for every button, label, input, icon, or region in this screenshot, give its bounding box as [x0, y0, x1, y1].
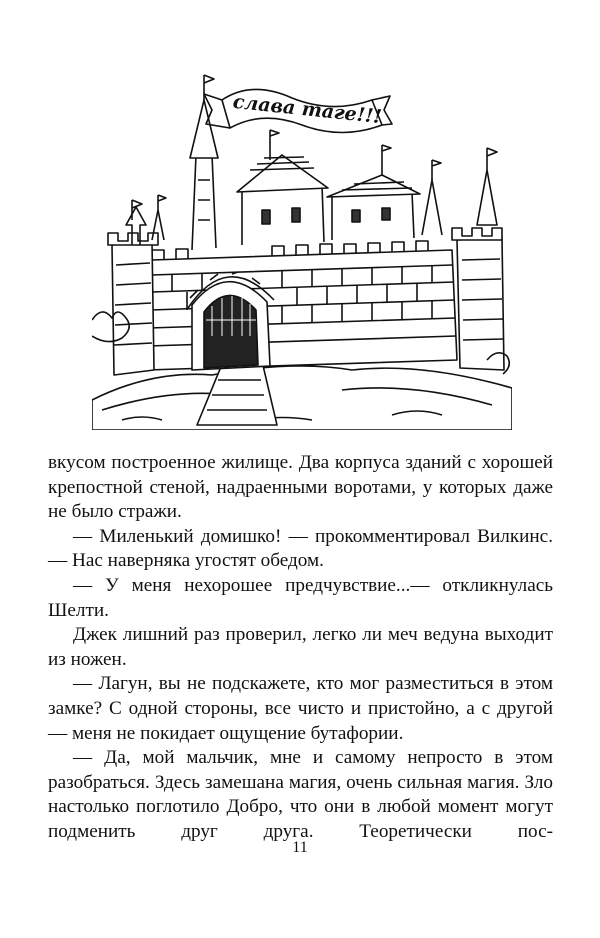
body-text [48, 451, 553, 845]
paragraph: — Миленький домишко! — прокомментировал Вилкинс.— Нас наверняка угостят обедом. [48, 525, 553, 572]
paragraph: — У меня нехорошее предчувствие...— откликнулась Шелти. [48, 574, 553, 621]
paragraph: вкусом построенное жилище. Два корпуса зданий с хорошей крепостной стеной, надраенными воротами, у которых даже не было стражи. [48, 452, 553, 523]
page-number: 11 [292, 839, 308, 856]
paragraph: — Да, мой мальчик, мне и самому непросто в этом разобраться. Здесь замешана магия, очень сильная магия. Зло настолько поглотило Добро, что они в любой момент могут подменить друг друга. Теоретически пос- [48, 747, 553, 842]
paragraph: — Лагун, вы не подскажете, кто мог разместиться в этом замке? С одной стороны, все чисто и пристойно, а с другой — меня не покидает ощущение бутафории. [48, 673, 553, 744]
paragraph: Джек лишний раз проверил, легко ли меч ведуна выходит из ножен. [48, 624, 553, 670]
castle-illustration [92, 70, 512, 430]
banner-text: слава таге!!! [231, 90, 383, 129]
